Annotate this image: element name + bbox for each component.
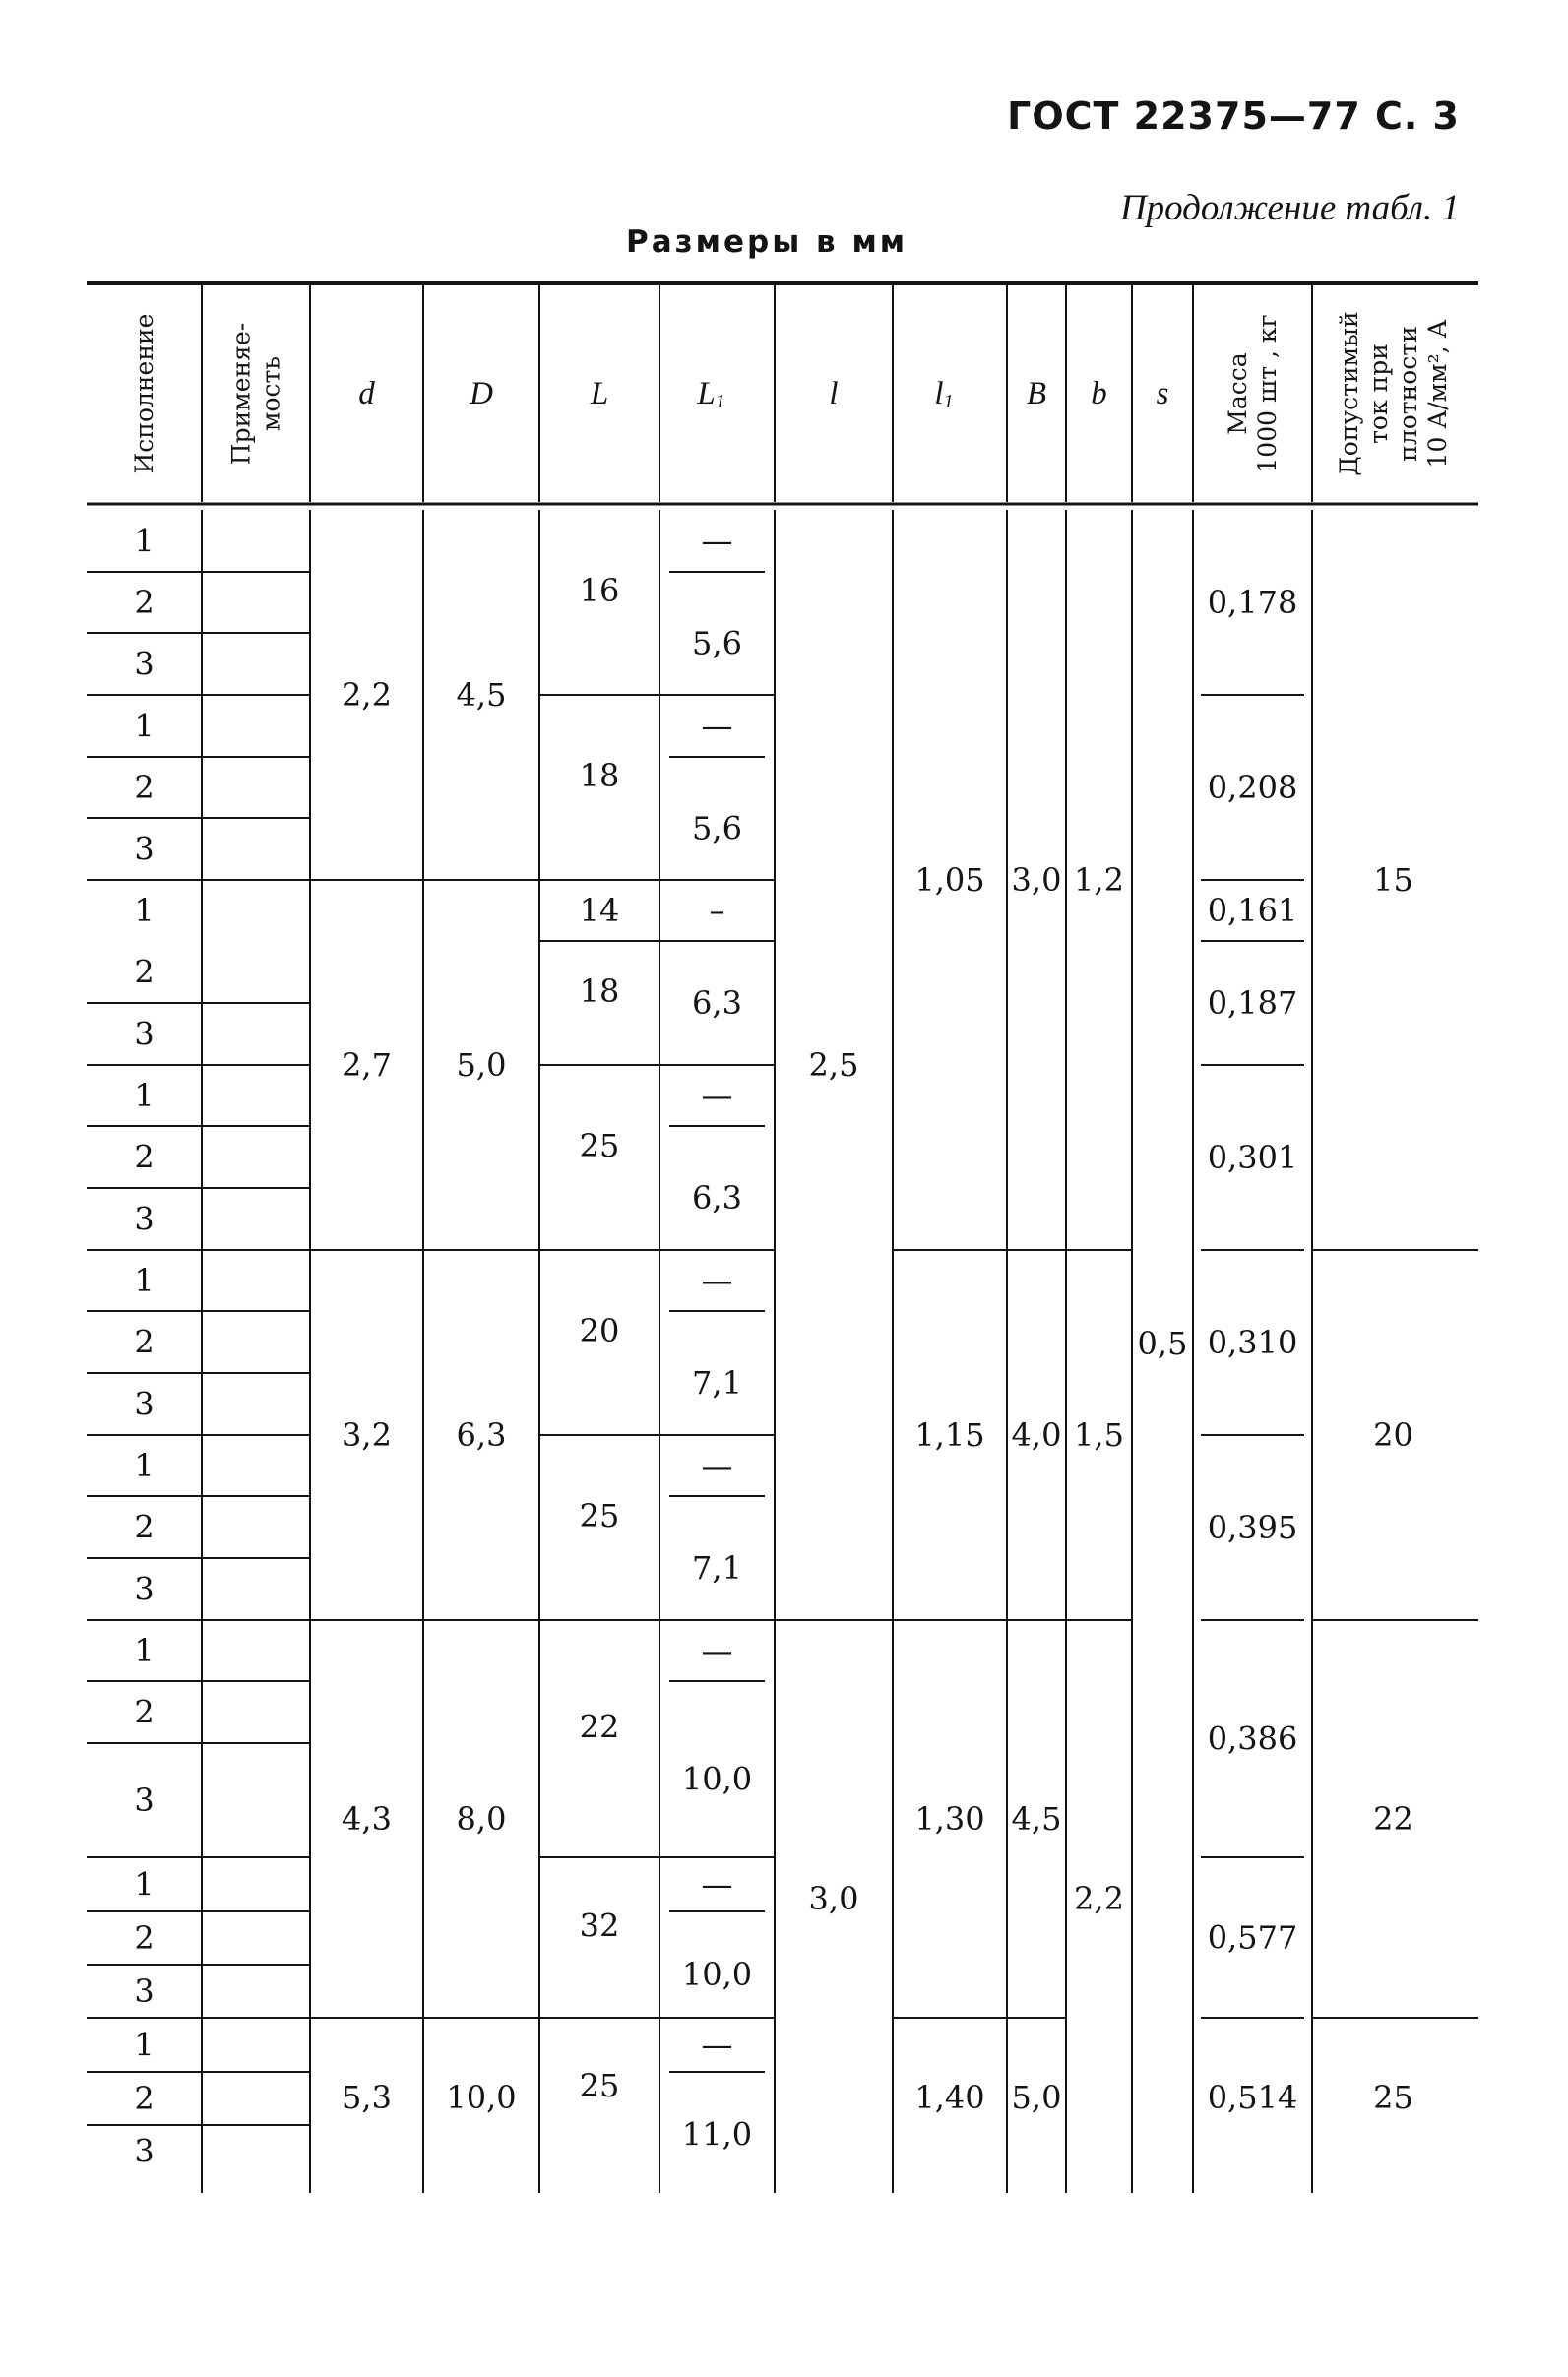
ispolnenie-value: 1 <box>134 1447 155 1484</box>
value-L: 18 <box>579 757 620 794</box>
ispolnenie-value: 2 <box>134 769 155 806</box>
value-mass: 0,161 <box>1207 892 1298 929</box>
ispolnenie-value: 3 <box>134 1015 155 1053</box>
value-L1: 6,3 <box>692 1179 742 1217</box>
table-continuation-label: Продолжение табл. 1 <box>1119 188 1460 228</box>
column-header-primenyaemost: Применяе- <box>226 322 256 466</box>
value-L1: 5,6 <box>692 809 742 847</box>
column-header-B <box>1027 376 1046 411</box>
value-current: 15 <box>1373 861 1413 899</box>
ispolnenie-value: 2 <box>134 953 155 991</box>
value-L: 32 <box>579 1907 620 1945</box>
value-L: 14 <box>579 892 620 929</box>
column-header-l <box>829 376 838 411</box>
value-b: 2,2 <box>1074 1880 1124 1917</box>
column-header-symbol: b <box>1091 376 1107 411</box>
value-L1: — <box>701 707 733 745</box>
column-header-symbol: L <box>590 376 609 411</box>
ispolnenie-value: 3 <box>134 830 155 868</box>
ispolnenie-value: 1 <box>134 707 155 745</box>
value-D: 6,3 <box>456 1416 507 1454</box>
value-L1: — <box>701 1262 733 1299</box>
value-L: 25 <box>579 1497 620 1534</box>
value-B: 4,0 <box>1011 1416 1062 1454</box>
standard-designation: ГОСТ 22375—77 С. 3 <box>1007 94 1460 138</box>
value-L1: 7,1 <box>692 1364 742 1402</box>
value-L1: 10,0 <box>681 1956 753 1993</box>
value-mass: 0,395 <box>1207 1509 1298 1546</box>
value-D: 4,5 <box>456 676 507 714</box>
value-D: 8,0 <box>456 1800 507 1838</box>
column-header-l1 <box>934 376 953 412</box>
ispolnenie-value: 3 <box>134 1200 155 1238</box>
value-d: 2,2 <box>342 676 392 714</box>
value-B: 4,5 <box>1011 1800 1062 1838</box>
value-L: 20 <box>579 1312 620 1349</box>
value-mass: 0,386 <box>1207 1720 1298 1758</box>
value-d: 4,3 <box>342 1800 392 1838</box>
value-s: 0,5 <box>1137 1325 1188 1362</box>
value-L1: — <box>701 1632 733 1669</box>
value-l: 3,0 <box>808 1880 859 1917</box>
ispolnenie-value: 2 <box>134 1138 155 1176</box>
column-header-subscript: 1 <box>943 391 954 412</box>
column-header-tok: ток при <box>1364 344 1393 444</box>
value-current: 22 <box>1373 1800 1413 1838</box>
column-header-massa: 1000 шт , кг <box>1253 314 1282 473</box>
value-mass: 0,187 <box>1207 984 1298 1022</box>
ispolnenie-value: 3 <box>134 2132 155 2170</box>
ispolnenie-value: 2 <box>134 1693 155 1731</box>
value-l: 2,5 <box>808 1046 859 1084</box>
column-header-symbol: l <box>829 376 839 411</box>
value-d: 2,7 <box>342 1046 392 1084</box>
value-b: 1,5 <box>1074 1416 1124 1454</box>
ispolnenie-value: 3 <box>134 645 155 683</box>
value-b: 1,2 <box>1074 861 1124 899</box>
value-mass: 0,178 <box>1207 584 1298 621</box>
column-header-subscript: 1 <box>715 391 725 412</box>
column-header-D <box>469 376 493 411</box>
column-header-d <box>358 376 375 411</box>
ispolnenie-value: 2 <box>134 1508 155 1546</box>
ispolnenie-value: 1 <box>134 1632 155 1669</box>
column-header-primenyaemost: мость <box>256 356 285 431</box>
column-header-symbol: D <box>470 376 493 411</box>
value-mass: 0,514 <box>1207 2079 1298 2116</box>
column-header-massa: Масса <box>1223 352 1252 435</box>
value-d: 5,3 <box>342 2079 392 2116</box>
value-L1: — <box>701 1447 733 1484</box>
value-L1: 5,6 <box>692 624 742 662</box>
ispolnenie-value: 1 <box>134 1865 155 1904</box>
column-header-L <box>590 376 608 411</box>
value-l1: 1,30 <box>914 1800 985 1838</box>
value-mass: 0,310 <box>1207 1324 1298 1361</box>
value-D: 10,0 <box>446 2079 517 2116</box>
value-l1: 1,05 <box>914 861 985 899</box>
value-L1: 6,3 <box>692 984 742 1022</box>
ispolnenie-value: 3 <box>134 1782 155 1819</box>
column-header-symbol: L <box>697 376 716 411</box>
value-L1: — <box>701 1865 733 1904</box>
value-L1: 10,0 <box>681 1760 753 1798</box>
value-L1: — <box>701 2026 733 2064</box>
value-current: 20 <box>1373 1416 1413 1454</box>
value-mass: 0,301 <box>1207 1139 1298 1176</box>
column-header-L1 <box>696 376 724 412</box>
value-L: 25 <box>579 2067 620 2104</box>
value-l1: 1,15 <box>914 1416 985 1454</box>
value-d: 3,2 <box>342 1416 392 1454</box>
column-header-ispolnenie: Исполнение <box>130 313 158 474</box>
ispolnenie-value: 1 <box>134 1262 155 1299</box>
value-L: 22 <box>579 1708 620 1746</box>
value-D: 5,0 <box>456 1046 507 1084</box>
value-mass: 0,577 <box>1207 1918 1298 1957</box>
units-caption: Размеры в мм <box>626 224 909 260</box>
value-l1: 1,40 <box>914 2079 985 2116</box>
ispolnenie-value: 2 <box>134 2080 155 2117</box>
ispolnenie-value: 3 <box>134 1972 155 2010</box>
ispolnenie-value: 1 <box>134 892 155 929</box>
value-L1: 11,0 <box>681 2115 753 2154</box>
value-L1: — <box>701 522 733 560</box>
value-L: 16 <box>579 572 620 609</box>
ispolnenie-value: 2 <box>134 1323 155 1361</box>
column-header-tok: плотности <box>1394 326 1422 462</box>
ispolnenie-value: 3 <box>134 1570 155 1608</box>
value-L1: — <box>701 1077 733 1114</box>
column-header-tok: 10 А/мм², А <box>1423 319 1452 469</box>
ispolnenie-value: 2 <box>134 584 155 621</box>
ispolnenie-value: 1 <box>134 1077 155 1114</box>
column-header-symbol: d <box>358 376 375 411</box>
value-L: 25 <box>579 1127 620 1164</box>
column-header-symbol: B <box>1026 376 1047 411</box>
value-current: 25 <box>1373 2079 1413 2116</box>
value-L1: 7,1 <box>692 1549 742 1587</box>
value-L1: – <box>709 892 725 929</box>
ispolnenie-value: 2 <box>134 1919 155 1957</box>
ispolnenie-value: 3 <box>134 1385 155 1423</box>
column-header-s <box>1157 376 1169 411</box>
ispolnenie-value: 1 <box>134 2026 155 2064</box>
ispolnenie-value: 1 <box>134 522 155 560</box>
column-header-tok: Допустимый <box>1335 311 1363 476</box>
value-B: 5,0 <box>1011 2079 1062 2116</box>
column-header-symbol: s <box>1156 376 1169 411</box>
value-L: 18 <box>579 972 620 1010</box>
column-header-symbol: l <box>934 376 944 411</box>
value-B: 3,0 <box>1011 861 1062 899</box>
value-mass: 0,208 <box>1207 769 1298 806</box>
column-header-b <box>1091 376 1107 411</box>
